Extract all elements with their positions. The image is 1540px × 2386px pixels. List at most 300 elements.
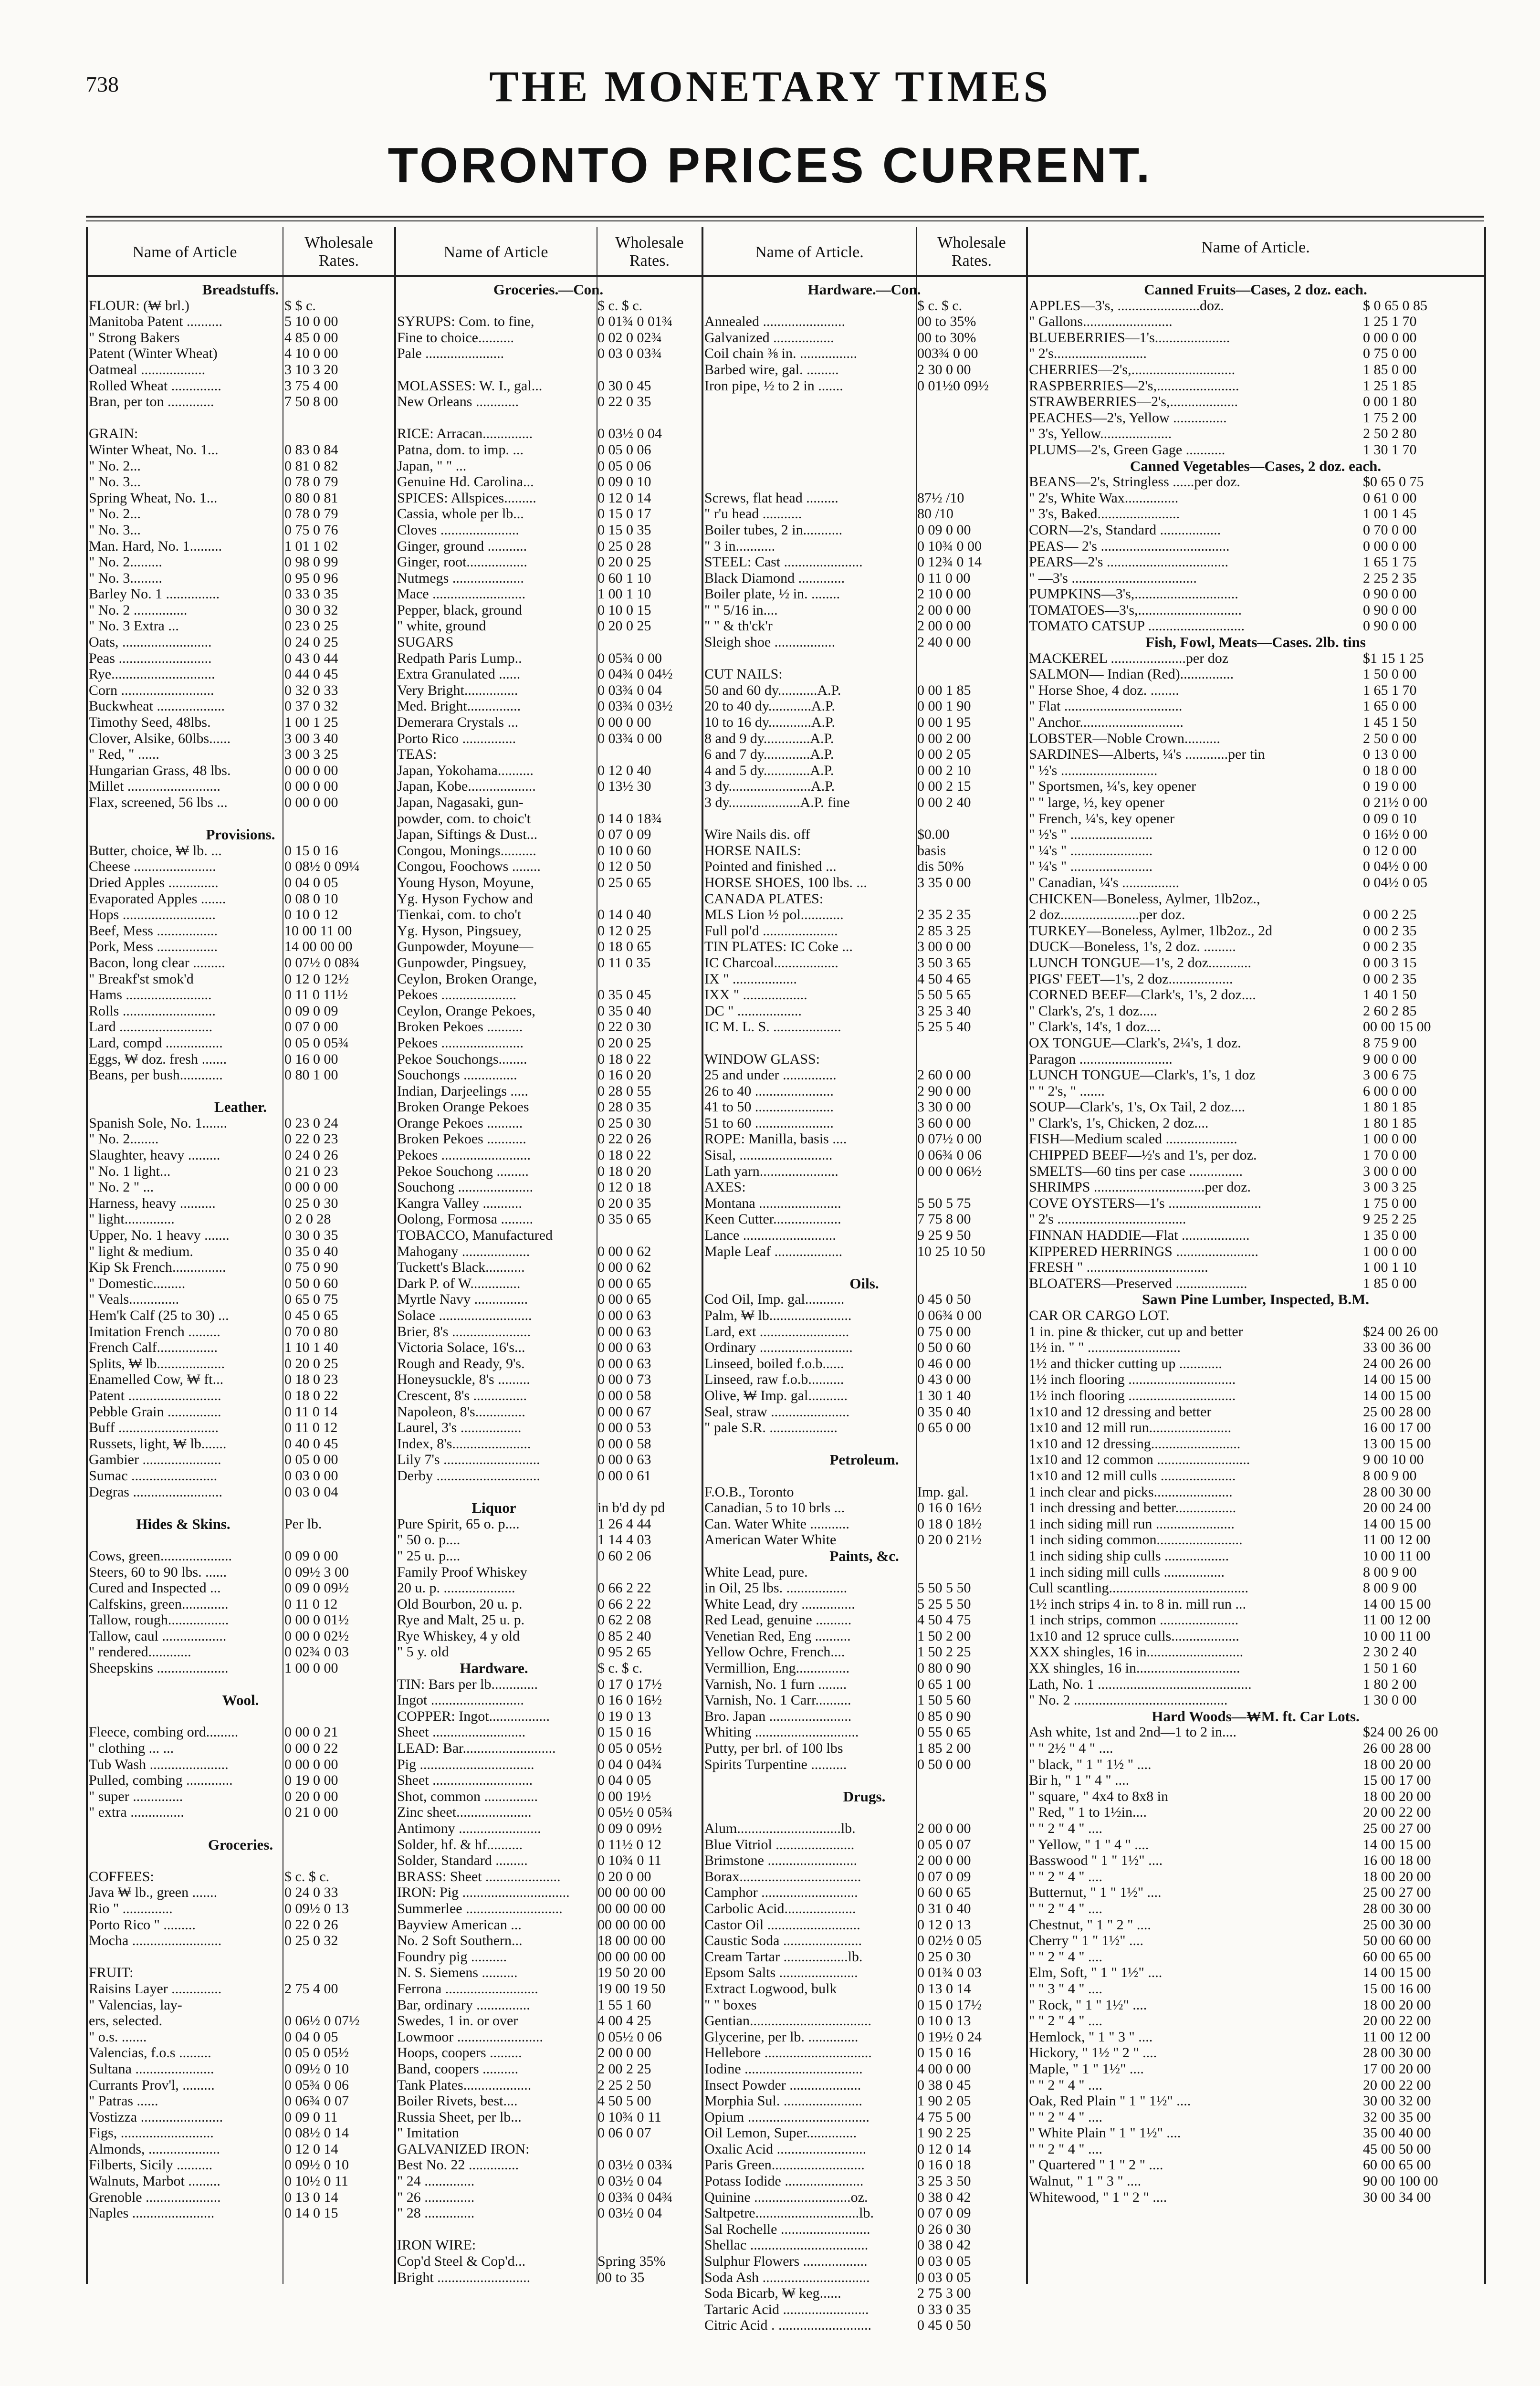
- article-name: " Horse Shoe, 4 doz. ........: [1029, 682, 1179, 698]
- wholesale-rate: [278, 1965, 392, 1981]
- wholesale-rate: 0 00 0 00: [597, 714, 651, 731]
- article-name: " ¼'s " .......................: [1029, 858, 1153, 875]
- wholesale-rate: 0 05½ 0 05¾: [597, 1804, 673, 1821]
- wholesale-rate: 1 65 1 75: [1363, 554, 1417, 570]
- article-name: " No. 2........: [89, 1131, 159, 1147]
- price-row: [1029, 1003, 1482, 1019]
- wholesale-rate: 0 2 0 28: [284, 1211, 331, 1227]
- article-name: Elm, Soft, " 1 " 1½" ....: [1029, 1965, 1163, 1981]
- wholesale-rate: 0 11½ 0 12: [597, 1836, 661, 1852]
- wholesale-rate: 0 06½ 0 07½: [284, 2013, 360, 2029]
- price-row: [704, 1067, 1024, 1083]
- wholesale-rate: 0 05 0 05½: [284, 2045, 349, 2061]
- wholesale-rate: 0 16 0 18: [917, 2157, 971, 2173]
- price-row: [397, 1804, 700, 1821]
- price-row: [89, 362, 392, 378]
- wholesale-rate: [278, 1083, 392, 1099]
- wholesale-rate: 0 00 0 21: [284, 1724, 338, 1740]
- article-name: Hellebore ..............................: [704, 2045, 872, 2061]
- wholesale-rate: 0 07 0 09: [597, 827, 651, 843]
- article-name: [704, 442, 911, 458]
- article-name: BEANS—2's, Stringless ......per doz.: [1029, 474, 1240, 490]
- article-name: TOMATO CATSUP ...........................: [1029, 618, 1245, 634]
- wholesale-rate: 0 09 0 11: [284, 2109, 338, 2125]
- wholesale-rate: 0 60 0 65: [917, 1884, 971, 1901]
- wholesale-rate: 0 21 0 23: [284, 1163, 338, 1179]
- article-name: Red Lead, genuine ..........: [704, 1612, 852, 1628]
- article-name: STEEL: Cast ......................: [704, 554, 863, 570]
- wholesale-rate: 0 05¾ 0 00: [597, 650, 662, 666]
- price-row: [704, 1757, 1024, 1773]
- wholesale-rate: 1 50 0 00: [1363, 666, 1417, 682]
- wholesale-rate: 45 00 50 00: [1363, 2141, 1431, 2157]
- price-row: [704, 1981, 1024, 1997]
- price-row: [397, 298, 700, 314]
- article-name: " 50 o. p....: [397, 1532, 461, 1548]
- price-row: [704, 907, 1024, 923]
- wholesale-rate: $24 00 26 00: [1363, 1724, 1438, 1740]
- article-name: Pale ......................: [397, 345, 504, 362]
- wholesale-rate: 0 00 0 65: [597, 1291, 651, 1308]
- article-name: TEAS:: [397, 746, 437, 763]
- price-row: [397, 1420, 700, 1436]
- wholesale-rate: 0 09½ 3 00: [284, 1564, 349, 1580]
- price-row: [1029, 1195, 1482, 1212]
- price-row: [704, 2270, 1024, 2286]
- price-row: [397, 1884, 700, 1901]
- wholesale-rate: 1 65 1 70: [1363, 682, 1417, 698]
- price-row: [1029, 586, 1482, 602]
- price-row: [397, 1532, 700, 1548]
- wholesale-rate: 5 25 5 50: [917, 1596, 971, 1612]
- price-row: [1029, 2125, 1482, 2141]
- wholesale-rate: 4 75 5 00: [917, 2109, 971, 2125]
- wholesale-rate: 0 03½ 0 03¾: [597, 2157, 673, 2173]
- article-name: Redpath Paris Lump..: [397, 650, 522, 666]
- price-row: [1029, 538, 1482, 555]
- wholesale-rate: 2 25 2 35: [1363, 570, 1417, 586]
- price-row: [397, 2061, 700, 2077]
- wholesale-rate: 0 11 0 14: [284, 1403, 338, 1420]
- article-name: HORSE SHOES, 100 lbs. ...: [704, 874, 867, 890]
- article-name: TURKEY—Boneless, Aylmer, 1lb2oz., 2d: [1029, 922, 1273, 939]
- price-row: [704, 1340, 1024, 1356]
- wholesale-rate: [591, 891, 700, 907]
- article-name: Japan, Yokohama..........: [397, 762, 534, 778]
- price-row: [704, 939, 1024, 955]
- wholesale-rate: 2 85 3 25: [917, 922, 971, 939]
- price-row: [1029, 1115, 1482, 1131]
- price-row: [397, 746, 700, 763]
- article-name: Slaughter, heavy .........: [89, 1147, 220, 1163]
- article-name: PIGS' FEET—1's, 2 doz..................: [1029, 971, 1233, 987]
- price-row: [89, 1227, 392, 1244]
- article-name: RASPBERRIES—2's,.......................: [1029, 377, 1239, 394]
- price-row: [1029, 602, 1482, 618]
- wholesale-rate: 0 15 0 16: [917, 2045, 971, 2061]
- article-name: Potass Iodide ......................: [704, 2173, 864, 2189]
- article-name: Paris Green..........................: [704, 2157, 865, 2173]
- article-name: Sheet ............................: [397, 1772, 533, 1789]
- article-name: [89, 410, 278, 426]
- price-row: [89, 282, 392, 298]
- article-name: SUGARS: [397, 634, 454, 650]
- price-row: [397, 1852, 700, 1869]
- article-name: Olive, ₩ Imp. gal...........: [704, 1387, 848, 1403]
- price-row: [704, 987, 1024, 1003]
- price-row: [397, 586, 700, 602]
- wholesale-rate: [278, 426, 392, 442]
- price-row: [704, 1035, 1024, 1051]
- wholesale-rate: 0 95 2 65: [597, 1644, 651, 1660]
- price-row: [89, 522, 392, 538]
- price-row: [89, 1019, 392, 1035]
- wholesale-rate: 0 18 0 22: [597, 1147, 651, 1163]
- article-name: Almonds, ....................: [89, 2141, 220, 2157]
- article-name: SPICES: Allspices.........: [397, 490, 536, 506]
- price-row: [89, 298, 392, 314]
- article-name: " square, " 4x4 to 8x8 in: [1029, 1788, 1168, 1804]
- wholesale-rate: 25 00 30 00: [1363, 1916, 1431, 1933]
- article-name: Cheese .......................: [89, 858, 216, 875]
- wholesale-rate: 0 03½ 0 04: [597, 2173, 662, 2189]
- wholesale-rate: 0 00 0 58: [597, 1435, 651, 1452]
- price-row: [89, 1340, 392, 1356]
- price-row: [89, 763, 392, 779]
- article-name: Patent (Winter Wheat): [89, 345, 218, 362]
- wholesale-rate: 0 00 2 35: [1363, 971, 1417, 987]
- price-row: [704, 666, 1024, 682]
- wholesale-rate: 0 16 0 20: [597, 1067, 651, 1083]
- article-name: Lily 7's ...........................: [397, 1452, 540, 1468]
- price-row: [1029, 1884, 1482, 1901]
- price-row: [89, 1115, 392, 1131]
- wholesale-rate: 11 00 12 00: [1363, 1532, 1431, 1548]
- article-name: Barbed wire, gal. .........: [704, 361, 839, 377]
- article-name: Russets, light, ₩ lb.......: [89, 1435, 227, 1452]
- article-name: Screws, flat head .........: [704, 490, 838, 506]
- article-name: 3 dy....................A.P. fine: [704, 795, 850, 810]
- article-name: " pale S.R. ...................: [704, 1420, 838, 1436]
- wholesale-rate: [278, 1708, 392, 1725]
- wholesale-rate: 0 24 0 33: [284, 1884, 338, 1901]
- wholesale-rate: 0 00 0 58: [597, 1387, 651, 1403]
- article-name: Oatmeal ..................: [89, 361, 206, 377]
- article-name: Splits, ₩ lb...................: [89, 1355, 225, 1371]
- wholesale-rate: dis 50%: [917, 858, 964, 875]
- wholesale-rate: 0 22 0 23: [284, 1131, 338, 1147]
- price-column-3: [704, 282, 1024, 2334]
- price-row: [397, 522, 700, 538]
- section-heading: Fish, Fowl, Meats—Cases. 2lb. tins: [1145, 634, 1366, 650]
- wholesale-rate: 0 90 0 00: [1363, 602, 1417, 618]
- wholesale-rate: 14 00 15 00: [1363, 1371, 1431, 1388]
- wholesale-rate: 0 00 0 63: [597, 1308, 651, 1323]
- wholesale-rate: 2 35 2 35: [917, 907, 971, 923]
- price-row: [704, 1708, 1024, 1725]
- wholesale-rate: 13 00 15 00: [1363, 1435, 1431, 1452]
- price-row: [704, 474, 1024, 490]
- price-column-1: [89, 282, 392, 2221]
- price-row: [89, 1388, 392, 1404]
- price-row: [89, 2029, 392, 2045]
- price-row: [704, 698, 1024, 714]
- article-name: IRON: Pig ..............................: [397, 1884, 570, 1901]
- wholesale-rate: 0 09½ 0 10: [284, 2157, 349, 2173]
- price-row: [397, 554, 700, 570]
- price-row: [397, 1917, 700, 1933]
- article-name: Best No. 22 ..............: [397, 2157, 519, 2173]
- article-name: Varnish, No. 1 Carr..........: [704, 1692, 851, 1708]
- article-name: Sulphur Flowers ..................: [704, 2253, 868, 2270]
- wholesale-rate: 0 01½0 09½: [917, 377, 989, 394]
- article-name: Rolled Wheat ..............: [89, 377, 221, 394]
- price-row: [397, 1163, 700, 1180]
- price-row: [397, 538, 700, 555]
- wholesale-rate: 0 45 0 50: [917, 2317, 971, 2334]
- price-row: [89, 1708, 392, 1725]
- price-row: [89, 1997, 392, 2013]
- price-row: [1029, 1035, 1482, 1051]
- price-row: [1029, 1676, 1482, 1693]
- article-name: 4 and 5 dy.............A.P.: [704, 762, 834, 778]
- price-row: [89, 1436, 392, 1452]
- wholesale-rate: 3 75 4 00: [284, 377, 338, 394]
- article-name: Timothy Seed, 48lbs.: [89, 714, 211, 731]
- price-row: [704, 795, 1024, 811]
- wholesale-rate: 0 00 1 90: [917, 698, 971, 714]
- wholesale-rate: 0 05 0 06: [597, 458, 651, 474]
- price-row: [397, 1997, 700, 2013]
- wholesale-rate: 0 00 0 00: [1363, 329, 1417, 345]
- price-row: [89, 1211, 392, 1227]
- price-row: [1029, 1211, 1482, 1227]
- article-name: Kip Sk French...............: [89, 1259, 226, 1276]
- article-name: HORSE NAILS:: [704, 842, 801, 858]
- article-name: " No. 2...: [89, 458, 141, 474]
- price-row: [89, 1901, 392, 1917]
- wholesale-rate: 0 85 2 40: [597, 1628, 651, 1644]
- wholesale-rate: 0 03¾ 0 03½: [597, 698, 673, 714]
- article-name: Imitation French .........: [89, 1323, 220, 1340]
- price-row: [1029, 298, 1482, 314]
- price-row: [1029, 410, 1482, 426]
- wholesale-rate: 00 00 00 00: [597, 1900, 666, 1916]
- wholesale-rate: 0 14 0 15: [284, 2205, 338, 2221]
- article-name: XXX shingles, 16 in...........................: [1029, 1644, 1244, 1660]
- article-name: Hoops, coopers .........: [397, 2045, 522, 2061]
- price-row: [704, 778, 1024, 795]
- section-heading: Petroleum.: [829, 1452, 899, 1468]
- wholesale-rate: 1 85 0 00: [1363, 1275, 1417, 1291]
- wholesale-rate: 0 18 0 20: [597, 1163, 651, 1179]
- wholesale-rate: 1 00 1 25: [284, 714, 338, 731]
- wholesale-rate: 0 35 0 40: [917, 1403, 971, 1420]
- article-name: " No. 3.........: [89, 570, 162, 586]
- wholesale-rate: 18 00 00 00: [597, 1933, 666, 1949]
- price-row: [89, 538, 392, 555]
- article-name: LEAD: Bar..........................: [397, 1740, 556, 1757]
- section-heading: Paints, &c.: [829, 1548, 899, 1564]
- article-name: Hops ..........................: [89, 907, 216, 923]
- price-row: [397, 682, 700, 699]
- article-name: " " large, ½, key opener: [1029, 795, 1164, 810]
- col-divider: [394, 227, 396, 2284]
- wholesale-rate: 0 55 0 65: [917, 1724, 971, 1740]
- price-row: [1029, 1420, 1482, 1436]
- wholesale-rate: 80 /10: [917, 506, 953, 522]
- wholesale-rate: 3 25 3 40: [917, 1003, 971, 1019]
- price-row: [1029, 1724, 1482, 1740]
- wholesale-rate: 0 20 0 25: [597, 554, 651, 570]
- wholesale-rate: 0 10 0 13: [917, 2013, 971, 2029]
- article-name: [704, 298, 911, 314]
- price-row: [397, 1099, 700, 1115]
- article-name: Hickory, " 1½ " 2 " ....: [1029, 2045, 1157, 2061]
- article-name: " 3 in...........: [704, 538, 775, 554]
- article-name: Annealed .......................: [704, 314, 845, 330]
- wholesale-rate: 1 25 1 85: [1363, 377, 1417, 394]
- article-name: Cull scantling.......................................: [1029, 1580, 1248, 1596]
- column-header: Name of Article.: [755, 243, 864, 261]
- price-row: [1029, 682, 1482, 699]
- wholesale-rate: 0 19 0 13: [597, 1708, 651, 1724]
- article-name: PEACHES—2's, Yellow ...............: [1029, 409, 1227, 426]
- wholesale-rate: [278, 1532, 392, 1548]
- price-row: [397, 1692, 700, 1708]
- wholesale-rate: [278, 1676, 392, 1693]
- wholesale-rate: 2 30 0 00: [917, 361, 971, 377]
- price-row: [397, 1772, 700, 1789]
- article-name: Congou, Foochows ........: [397, 858, 541, 875]
- price-row: [704, 1131, 1024, 1147]
- wholesale-rate: 0 33 0 35: [284, 586, 338, 602]
- price-row: [1029, 1628, 1482, 1644]
- wholesale-rate: 0 00 0 22: [284, 1740, 338, 1757]
- price-row: [89, 314, 392, 330]
- price-row: [89, 1772, 392, 1789]
- article-name: " " 2 " 4 " ....: [1029, 1821, 1102, 1836]
- price-row: [89, 971, 392, 987]
- article-name: 1x10 and 12 common ..........................: [1029, 1452, 1250, 1468]
- article-name: AXES:: [704, 1179, 746, 1195]
- article-name: 51 to 60 ......................: [704, 1115, 834, 1131]
- wholesale-rate: 0 22 0 26: [284, 1916, 338, 1933]
- article-name: " Patras ......: [89, 2093, 158, 2109]
- price-row: [1029, 650, 1482, 667]
- price-row: [704, 362, 1024, 378]
- wholesale-rate: 0 09 0 10: [597, 474, 651, 490]
- article-name: Porto Rico " .........: [89, 1916, 196, 1933]
- wholesale-rate: [591, 795, 700, 811]
- price-row: [704, 746, 1024, 763]
- price-row: [704, 1724, 1024, 1740]
- price-row: [1029, 2173, 1482, 2189]
- article-name: Linseed, raw f.o.b..........: [704, 1371, 844, 1388]
- wholesale-rate: 0 03 0 03¾: [597, 345, 662, 362]
- price-row: [704, 1308, 1024, 1324]
- price-row: [89, 1003, 392, 1019]
- wholesale-rate: 1 65 0 00: [1363, 698, 1417, 714]
- price-row: [397, 362, 700, 378]
- price-row: [1029, 522, 1482, 538]
- wholesale-rate: 1 14 4 03: [597, 1532, 651, 1548]
- article-name: CHERRIES—2's,.............................: [1029, 361, 1236, 377]
- wholesale-rate: [911, 1179, 1024, 1195]
- article-name: " " 2 " 4 " ....: [1029, 1900, 1102, 1916]
- article-name: BLOATERS—Preserved ....................: [1029, 1275, 1247, 1291]
- wholesale-rate: 5 50 5 65: [917, 987, 971, 1003]
- article-name: No. 2 Soft Southern...: [397, 1933, 523, 1949]
- price-row: [1029, 987, 1482, 1003]
- price-row: [89, 1195, 392, 1212]
- article-name: Porto Rico ...............: [397, 730, 516, 746]
- price-row: [397, 1179, 700, 1195]
- article-name: Lowmoor ........................: [397, 2029, 543, 2045]
- price-row: [89, 1548, 392, 1564]
- wholesale-rate: 0 25 0 32: [284, 1933, 338, 1949]
- wholesale-rate: [1356, 891, 1482, 907]
- price-row: [1029, 939, 1482, 955]
- article-name: " r'u head ...........: [704, 506, 802, 522]
- price-row: [1029, 1708, 1482, 1725]
- article-name: IXX " ..................: [704, 987, 807, 1003]
- price-row: [89, 1163, 392, 1180]
- price-row: [89, 1452, 392, 1468]
- article-name: Ginger, ground ...........: [397, 538, 527, 554]
- price-row: [1029, 1051, 1482, 1067]
- article-name: Canadian, 5 to 10 brls ...: [704, 1500, 845, 1516]
- wholesale-rate: 0 00 0 02½: [284, 1628, 349, 1644]
- price-row: [89, 2077, 392, 2093]
- wholesale-rate: 10 00 11 00: [1363, 1628, 1431, 1644]
- wholesale-rate: 1 00 1 45: [1363, 506, 1417, 522]
- article-name: N. S. Siemens ..........: [397, 1965, 518, 1981]
- wholesale-rate: 18 00 20 00: [1363, 1997, 1431, 2013]
- article-name: Sumac ........................: [89, 1467, 218, 1484]
- price-row: [89, 1949, 392, 1965]
- wholesale-rate: 0 05½ 0 06: [597, 2029, 662, 2045]
- price-row: [397, 1965, 700, 1981]
- wholesale-rate: 00 to 35%: [917, 314, 976, 330]
- wholesale-rate: 3 30 0 00: [917, 1099, 971, 1115]
- article-name: MOLASSES: W. I., gal...: [397, 377, 543, 394]
- article-name: Buff ............................: [89, 1420, 219, 1436]
- price-row: [1029, 714, 1482, 731]
- price-row: [1029, 1067, 1482, 1083]
- price-row: [704, 827, 1024, 843]
- price-row: [1029, 426, 1482, 442]
- article-name: [397, 410, 591, 426]
- price-row: [397, 2205, 700, 2221]
- wholesale-rate: 0 00 1 80: [1363, 394, 1417, 410]
- wholesale-rate: 0 06 0 07: [597, 2125, 651, 2141]
- wholesale-rate: 2 00 0 00: [917, 1821, 971, 1836]
- section-rate-label: $ c. $ c.: [597, 1660, 643, 1676]
- article-name: " ½'s ...........................: [1029, 762, 1158, 778]
- article-name: Saltpetre.............................lb.: [704, 2205, 874, 2221]
- price-row: [397, 763, 700, 779]
- price-row: [89, 1965, 392, 1981]
- wholesale-rate: 0 00 3 15: [1363, 954, 1417, 971]
- price-row: [397, 1388, 700, 1404]
- wholesale-rate: 0 16 0 00: [284, 1051, 338, 1067]
- wholesale-rate: 0 11 0 11½: [284, 987, 348, 1003]
- article-name: " Gallons.........................: [1029, 314, 1173, 330]
- price-row: [89, 955, 392, 971]
- wholesale-rate: 0 85 0 90: [917, 1708, 971, 1724]
- price-row: [704, 1772, 1024, 1789]
